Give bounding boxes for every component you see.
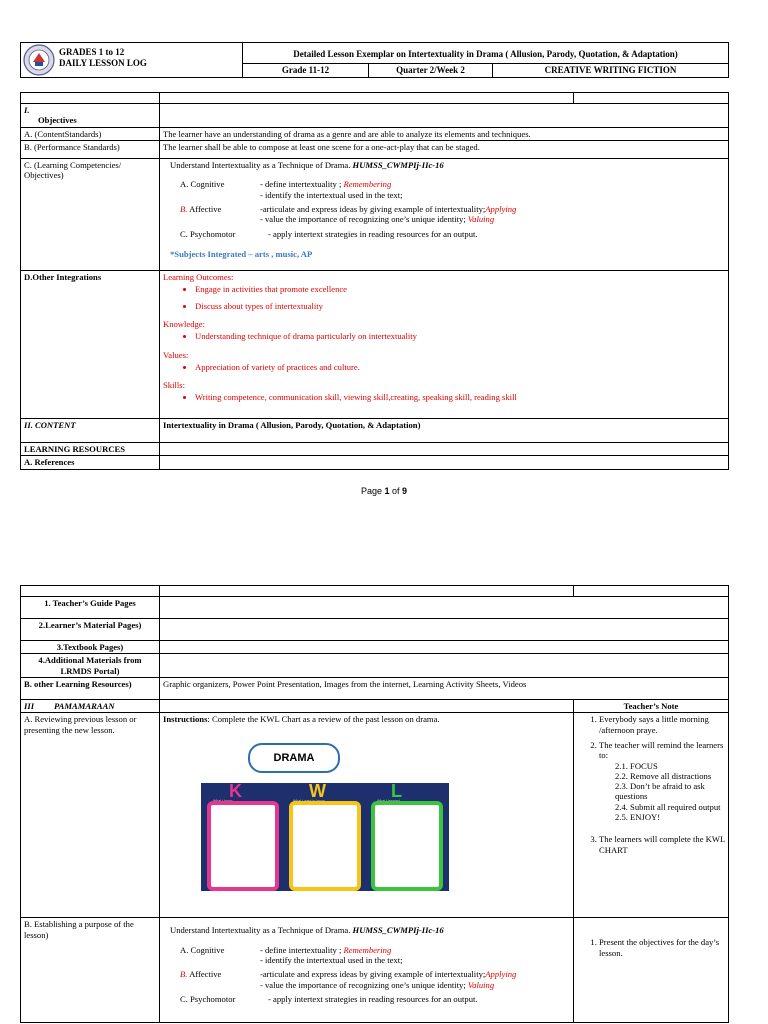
kwl-letter-w: W — [309, 780, 326, 801]
performance-standards-text: The learner shall be able to compose at least one scene for a one-act-play that can be staged. — [160, 140, 729, 158]
header-title: Detailed Lesson Exemplar on Intertextuality in Drama ( Allusion, Parody, Quotation, & Adaptation) — [243, 43, 729, 64]
header-subject: CREATIVE WRITING FICTION — [493, 64, 729, 78]
teachers-note-heading: Teacher’s Note — [574, 699, 729, 712]
kwl-letter-l: L — [391, 780, 402, 801]
affective-2-tag: Valuing — [467, 214, 495, 225]
kwl-box-l — [371, 801, 443, 891]
instructions-text: : Complete the KWL Chart as a review of the past lesson on drama. — [207, 714, 440, 725]
kwl-board — [201, 780, 449, 891]
other-resources-text: Graphic organizers, Power Point Presentation, Images from the internet, Learning Activity Sheets, Videos — [160, 677, 729, 699]
cognitive-2: - identify the intertextual used in the text; — [260, 189, 403, 200]
teachers-guide-label: 1. Teacher’s Guide Pages — [21, 597, 160, 619]
competencies-intro: Understand Intertextuality as a Technique of Drama. — [170, 159, 353, 170]
kwl-letter-k: K — [229, 780, 242, 801]
kwl-chart — [163, 725, 570, 905]
kwl-box-w — [289, 801, 361, 891]
list-item: • Writing competence, communication skill, viewing skill,creating, speaking skill, reading skill — [195, 392, 725, 402]
list-item: 3. The learners will complete the KWL CHART — [599, 834, 725, 855]
content-standards-label: A. (ContentStandards) — [21, 127, 160, 140]
learning-resources-label: LEARNING RESOURCES — [21, 442, 160, 455]
knowledge-label: Knowledge: — [163, 318, 206, 329]
drama-label: DRAMA — [248, 743, 340, 773]
header-grades-cell — [21, 43, 243, 78]
learning-outcomes-label: Learning Outcomes: — [163, 271, 234, 282]
competencies-label: C. (Learning Competencies/ Objectives) — [21, 158, 160, 270]
list-item: • Engage in activities that promote excellence — [195, 284, 725, 294]
affective-letter: B. — [180, 203, 188, 214]
psychomotor-label: C. Psychomotor — [180, 228, 236, 239]
skills-label: Skills: — [163, 380, 185, 391]
procedure-table — [20, 585, 729, 1023]
header-log: DAILY LESSON LOG — [59, 57, 147, 68]
header-quarter: Quarter 2/Week 2 — [369, 64, 493, 78]
additional-materials-label: 4.Additional Materials from LRMDS Portal) — [21, 654, 160, 678]
learning-outcomes-list — [163, 284, 725, 311]
affective-1: -articulate and express ideas by giving example of intertextuality; — [260, 203, 486, 214]
procedure-heading: III PAMAMARAAN — [21, 699, 160, 712]
competencies-cell — [160, 158, 729, 270]
other-integrations-label: D.Other Integrations — [21, 270, 160, 418]
purpose-note-cell — [574, 918, 729, 1023]
page-number: Page 1 of 9 — [360, 486, 408, 496]
teachers-note-list — [577, 714, 725, 855]
cognitive-1: - define intertextuality ; — [260, 179, 344, 190]
objectives-num: I. — [24, 105, 30, 115]
header-grade: Grade 11-12 — [243, 64, 369, 78]
kwl-box-k — [207, 801, 279, 891]
content-standards-text: The learner have an understanding of drama as a genre and are able to analyze its elements and techniques. — [160, 127, 729, 140]
objectives-label: Objectives — [38, 115, 77, 126]
page-total: 9 — [402, 486, 408, 496]
performance-standards-label: B. (Performance Standards) — [21, 140, 160, 158]
instructions-label: Instructions — [163, 714, 208, 725]
textbook-pages-label: 3.Textbook Pages) — [21, 641, 160, 654]
cognitive-1-tag: Remembering — [343, 179, 392, 190]
content-text: Intertextuality in Drama ( Allusion, Parody, Quotation, & Adaptation) — [160, 418, 729, 442]
objectives-label-cell — [21, 104, 160, 128]
list-item: • Discuss about types of intertextuality — [195, 301, 725, 311]
purpose-cell: Understand Intertextuality as a Technique of Drama. HUMSS_CWMPIj-IIc-16 A. Cognitive - define intertextuality ; Remembering - identify the intertextual used in the text; B. Affective -articulate and express ideas by giving example of intertextuality;Applying - value the importance of recognizing one’s unique identity; Valuing C. Psychomotor - apply intertext strategies in reading resources for an output. — [160, 918, 574, 1023]
subjects-integrated: *Subjects Integrated – arts , music, AP — [170, 248, 313, 259]
page-current: 1 — [384, 486, 390, 496]
affective-label: Affective — [187, 203, 222, 214]
learners-material-label: 2.Learner’s Material Pages) — [21, 619, 160, 641]
other-resources-label: B. other Learning Resources) — [21, 677, 160, 699]
lesson-log-header — [20, 42, 729, 78]
affective-1-tag: Applying — [485, 203, 517, 214]
competency-code: HUMSS_CWMPIj-IIc-16 — [352, 159, 444, 170]
affective-2: - value the importance of recognizing one’s unique identity; — [260, 214, 468, 225]
references-label: A. References — [21, 456, 160, 469]
list-item: • Understanding technique of drama particularly on intertextuality — [195, 331, 725, 341]
teachers-note-cell — [574, 713, 729, 918]
objectives-table — [20, 92, 729, 470]
other-integrations-cell — [160, 270, 729, 418]
reviewing-label: A. Reviewing previous lesson or presenting the new lesson. — [21, 713, 160, 918]
cognitive-label: A. Cognitive — [180, 179, 225, 190]
content-label: II. CONTENT — [21, 418, 160, 442]
list-item: • Appreciation of variety of practices and culture. — [195, 362, 725, 372]
list-item: 1. Present the objectives for the day’s lesson. — [599, 937, 725, 958]
values-label: Values: — [163, 349, 189, 360]
list-item: 2. The teacher will remind the learners to: 2.1. FOCUS 2.2. Remove all distractions 2.3. Don’t be afraid to ask questions 2.4. Submit all required output 2.5. ENJOY! — [599, 740, 725, 823]
header-grades: GRADES 1 to 12 — [59, 47, 125, 57]
kwl-cell — [160, 713, 574, 918]
list-item: 1. Everybody says a little morning /afternoon praye. — [599, 714, 725, 735]
psychomotor-1: - apply intertext strategies in reading resources for an output. — [268, 228, 478, 239]
purpose-label: B. Establishing a purpose of the lesson) — [21, 918, 160, 1023]
